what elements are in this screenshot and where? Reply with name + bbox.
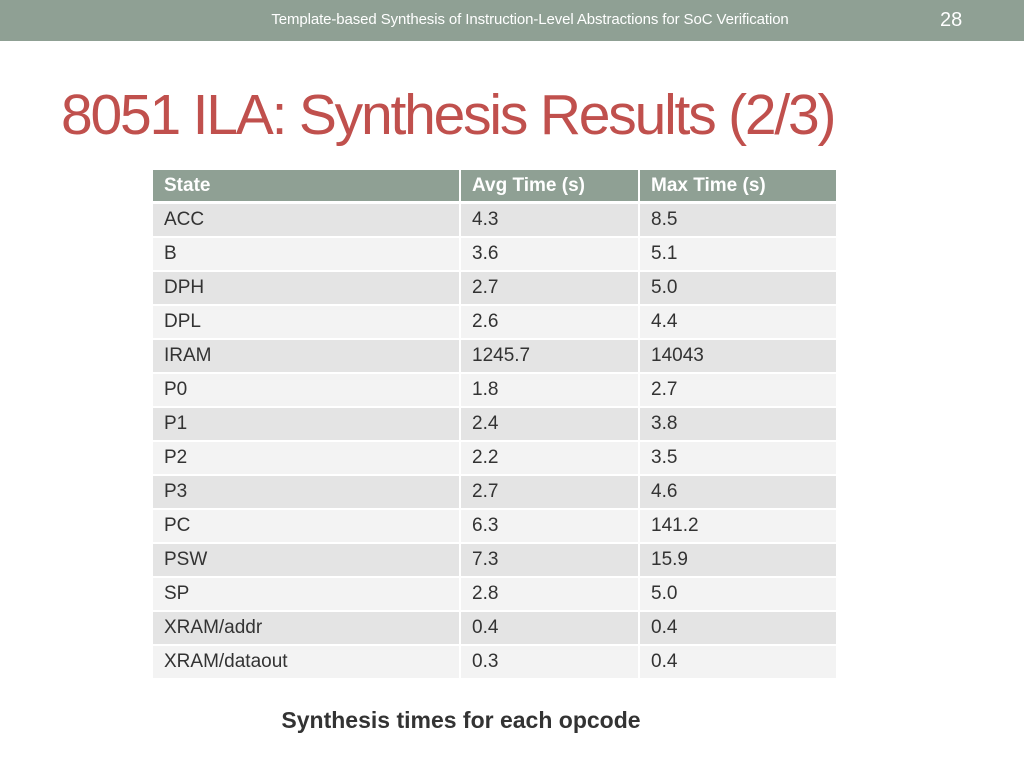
table-header-row [153, 170, 836, 204]
slide-number: 28 [940, 9, 963, 31]
table-row [153, 612, 836, 646]
cell-max-time: 2.7 [640, 374, 836, 408]
table-row [153, 646, 836, 680]
cell-max-time: 3.5 [640, 442, 836, 476]
cell-avg-time: 2.4 [461, 408, 640, 442]
table-row [153, 510, 836, 544]
cell-avg-time: 1.8 [461, 374, 640, 408]
cell-state: B [153, 238, 461, 272]
cell-state: DPL [153, 306, 461, 340]
cell-avg-time: 2.6 [461, 306, 640, 340]
header-avg-time: Avg Time (s) [461, 170, 640, 204]
cell-state: P0 [153, 374, 461, 408]
cell-state: DPH [153, 272, 461, 306]
results-table [153, 170, 836, 680]
cell-avg-time: 4.3 [461, 204, 640, 238]
presentation-title: Template-based Synthesis of Instruction-Level Abstractions for SoC Verification [271, 11, 789, 28]
table-row [153, 578, 836, 612]
cell-max-time: 4.6 [640, 476, 836, 510]
cell-avg-time: 2.7 [461, 272, 640, 306]
cell-avg-time: 0.3 [461, 646, 640, 680]
cell-state: ACC [153, 204, 461, 238]
table-row [153, 238, 836, 272]
cell-max-time: 4.4 [640, 306, 836, 340]
cell-max-time: 5.1 [640, 238, 836, 272]
table-row [153, 442, 836, 476]
header-max-time: Max Time (s) [640, 170, 836, 204]
table-row [153, 476, 836, 510]
cell-max-time: 3.8 [640, 408, 836, 442]
table-row [153, 374, 836, 408]
table-row [153, 340, 836, 374]
cell-avg-time: 2.2 [461, 442, 640, 476]
cell-max-time: 141.2 [640, 510, 836, 544]
cell-max-time: 0.4 [640, 612, 836, 646]
cell-state: P3 [153, 476, 461, 510]
cell-state: IRAM [153, 340, 461, 374]
cell-avg-time: 1245.7 [461, 340, 640, 374]
cell-state: XRAM/dataout [153, 646, 461, 680]
cell-max-time: 15.9 [640, 544, 836, 578]
cell-max-time: 5.0 [640, 272, 836, 306]
cell-avg-time: 2.7 [461, 476, 640, 510]
cell-state: P1 [153, 408, 461, 442]
table-body [153, 204, 836, 680]
header-state: State [153, 170, 461, 204]
cell-max-time: 8.5 [640, 204, 836, 238]
header-bar [0, 0, 1024, 41]
cell-state: P2 [153, 442, 461, 476]
table-caption: Synthesis times for each opcode [281, 707, 641, 733]
cell-max-time: 14043 [640, 340, 836, 374]
cell-max-time: 5.0 [640, 578, 836, 612]
cell-max-time: 0.4 [640, 646, 836, 680]
table-row [153, 272, 836, 306]
slide-title: 8051 ILA: Synthesis Results (2/3) [61, 83, 835, 147]
cell-avg-time: 6.3 [461, 510, 640, 544]
table-row [153, 306, 836, 340]
cell-state: PSW [153, 544, 461, 578]
cell-avg-time: 0.4 [461, 612, 640, 646]
table-row [153, 204, 836, 238]
table-row [153, 544, 836, 578]
cell-avg-time: 7.3 [461, 544, 640, 578]
cell-avg-time: 3.6 [461, 238, 640, 272]
table-row [153, 408, 836, 442]
cell-avg-time: 2.8 [461, 578, 640, 612]
cell-state: SP [153, 578, 461, 612]
cell-state: XRAM/addr [153, 612, 461, 646]
cell-state: PC [153, 510, 461, 544]
